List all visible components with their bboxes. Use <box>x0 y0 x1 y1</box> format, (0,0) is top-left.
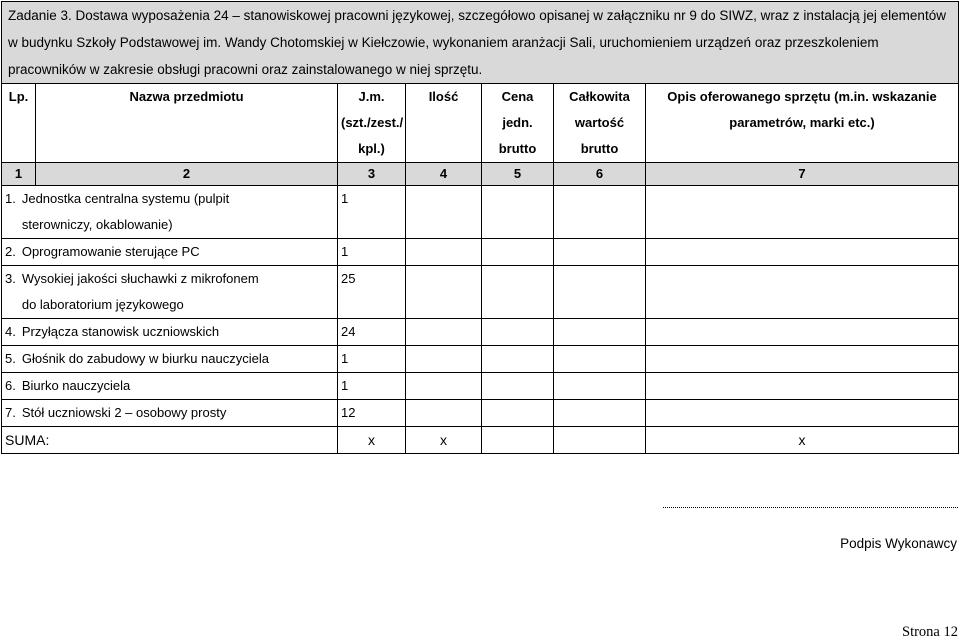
item-qty: 24 <box>338 319 406 346</box>
item-qty-cell <box>406 373 482 400</box>
item-total-cell <box>554 239 646 266</box>
page-number: Strona 12 <box>902 624 958 640</box>
item-qty-cell <box>406 346 482 373</box>
col-header-total: Całkowita wartość brutto <box>554 84 646 163</box>
sum-unit-cell: x <box>338 427 406 454</box>
item-qty: 12 <box>338 400 406 427</box>
item-name <box>2 186 338 239</box>
item-lp: 4. <box>5 324 16 339</box>
sum-label: SUMA: <box>2 427 338 454</box>
item-qty: 1 <box>338 373 406 400</box>
item-lp: 5. <box>5 351 16 366</box>
item-name <box>2 346 338 373</box>
table-row <box>2 239 959 266</box>
sum-row <box>2 427 959 454</box>
item-name <box>2 266 338 319</box>
signature-label: Podpis Wykonawcy <box>840 536 957 551</box>
col-header-price: Cena jedn. brutto <box>482 84 554 163</box>
item-qty-cell <box>406 186 482 239</box>
item-name-text: Stół uczniowski 2 – osobowy prosty <box>21 405 227 420</box>
header-row <box>2 84 959 163</box>
table-row <box>2 346 959 373</box>
item-price-cell <box>482 319 554 346</box>
item-qty-cell <box>406 266 482 319</box>
table-row <box>2 186 959 239</box>
item-price-cell <box>482 239 554 266</box>
col-header-desc: Opis oferowanego sprzętu (m.in. wskazanie parametrów, marki etc.) <box>646 84 959 163</box>
item-total-cell <box>554 346 646 373</box>
table-row <box>2 400 959 427</box>
item-lp: 1. <box>5 191 16 206</box>
item-price-cell <box>482 266 554 319</box>
item-desc-cell <box>646 266 959 319</box>
item-name-text: Biurko nauczyciela <box>21 378 131 393</box>
sum-qty-cell: x <box>406 427 482 454</box>
col-header-name: Nazwa przedmiotu <box>36 84 338 163</box>
col-number: 7 <box>646 163 959 186</box>
item-name-text: Oprogramowanie sterujące PC <box>21 244 200 259</box>
col-number: 1 <box>2 163 36 186</box>
item-qty: 1 <box>338 346 406 373</box>
item-name-text: Wysokiej jakości słuchawki z mikrofonem do laboratorium językowego <box>21 271 259 312</box>
item-price-cell <box>482 400 554 427</box>
items-body <box>2 186 959 427</box>
title-row <box>2 2 959 84</box>
column-number-row <box>2 163 959 186</box>
item-lp: 2. <box>5 244 16 259</box>
task-title: Zadanie 3. Dostawa wyposażenia 24 – stanowiskowej pracowni językowej, szczegółowo opisanej w załączniku nr 9 do SIWZ, wraz z instalacją jej elementów w budynku Szkoły Podstawowej im. Wandy Chotomskiej w Kiełczowie, wykonaniem aranżacji Sali, uruchomieniem urządzeń oraz przeszkoleniem pracowników w zakresie obsługi pracowni oraz zainstalowanego w niej sprzętu. <box>2 2 959 84</box>
col-number: 6 <box>554 163 646 186</box>
item-price-cell <box>482 346 554 373</box>
col-number: 5 <box>482 163 554 186</box>
item-qty-cell <box>406 400 482 427</box>
sum-desc-cell: x <box>646 427 959 454</box>
item-desc-cell <box>646 239 959 266</box>
item-name <box>2 319 338 346</box>
item-total-cell <box>554 266 646 319</box>
item-total-cell <box>554 400 646 427</box>
item-total-cell <box>554 186 646 239</box>
sum-total-cell <box>554 427 646 454</box>
item-desc-cell <box>646 373 959 400</box>
item-name <box>2 373 338 400</box>
item-qty-cell <box>406 239 482 266</box>
item-lp: 3. <box>5 271 16 286</box>
item-price-cell <box>482 373 554 400</box>
item-qty-cell <box>406 319 482 346</box>
table-row <box>2 319 959 346</box>
col-number: 3 <box>338 163 406 186</box>
item-desc-cell <box>646 186 959 239</box>
table-row <box>2 266 959 319</box>
item-name <box>2 400 338 427</box>
item-price-cell <box>482 186 554 239</box>
col-header-unit: J.m. (szt./zest./ kpl.) <box>338 84 406 163</box>
offer-table <box>1 1 959 454</box>
col-header-qty: Ilość <box>406 84 482 163</box>
col-number: 4 <box>406 163 482 186</box>
col-number: 2 <box>36 163 338 186</box>
item-name <box>2 239 338 266</box>
item-name-text: Głośnik do zabudowy w biurku nauczyciela <box>21 351 269 366</box>
sum-price-cell <box>482 427 554 454</box>
item-qty: 1 <box>338 239 406 266</box>
item-name-text: Jednostka centralna systemu (pulpit sterowniczy, okablowanie) <box>21 191 230 232</box>
item-desc-cell <box>646 346 959 373</box>
item-lp: 7. <box>5 405 16 420</box>
item-name-text: Przyłącza stanowisk uczniowskich <box>21 324 220 339</box>
item-total-cell <box>554 319 646 346</box>
item-desc-cell <box>646 400 959 427</box>
table-row <box>2 373 959 400</box>
signature-dots-line <box>663 507 958 508</box>
item-qty: 1 <box>338 186 406 239</box>
item-total-cell <box>554 373 646 400</box>
item-lp: 6. <box>5 378 16 393</box>
item-qty: 25 <box>338 266 406 319</box>
col-header-lp: Lp. <box>2 84 36 163</box>
item-desc-cell <box>646 319 959 346</box>
